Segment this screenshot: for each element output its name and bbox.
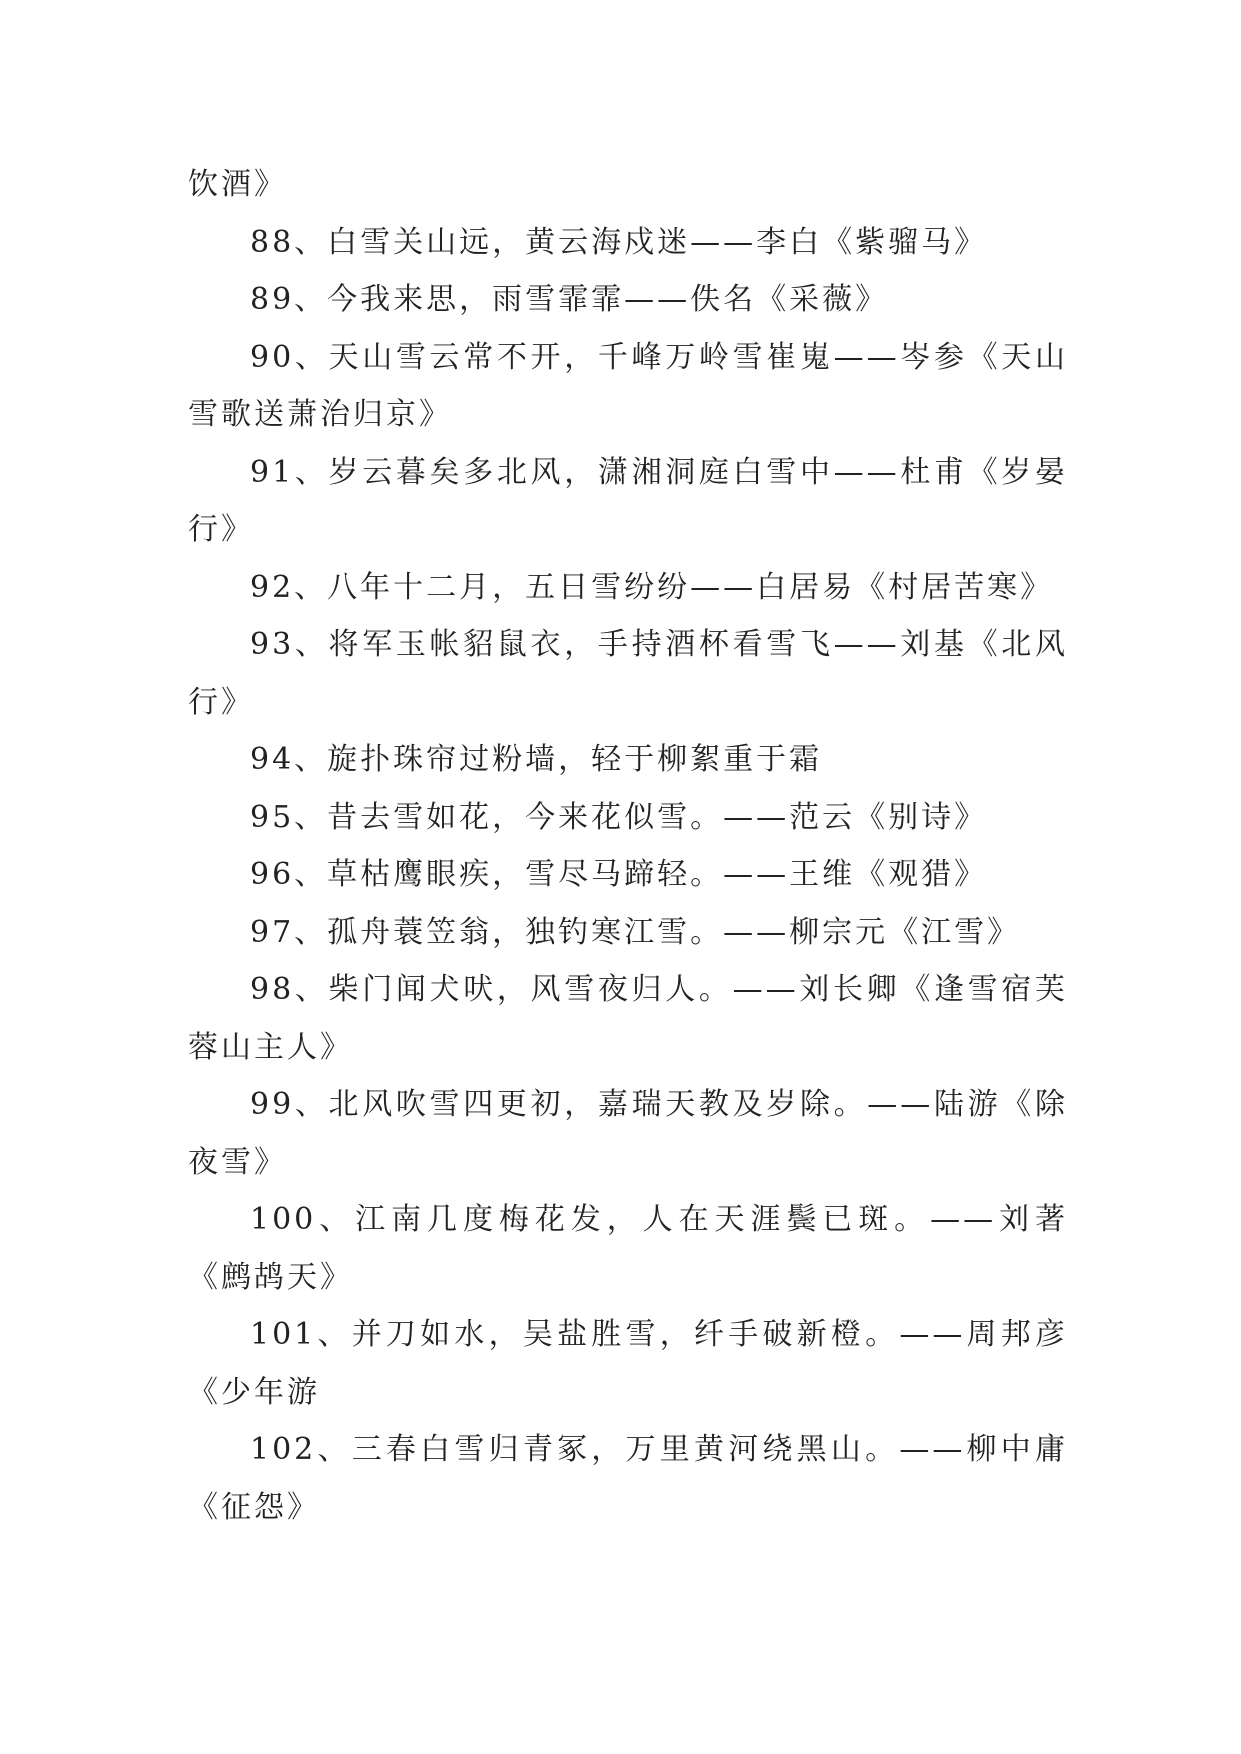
poem-line-100: 100、江南几度梅花发，人在天涯鬓已斑。——刘著《鹧鸪天》 [188,1202,1068,1295]
paragraph-87-continuation: 饮酒》 [188,167,287,202]
poem-line-95: 95、昔去雪如花，今来花似雪。——范云《别诗》 [250,799,988,835]
poem-line-92: 92、八年十二月，五日雪纷纷——白居易《村居苦寒》 [250,569,1054,605]
poem-line-98: 98、柴门闻犬吠，风雪夜归人。——刘长卿《逢雪宿芙蓉山主人》 [188,972,1068,1065]
poem-line-91: 91、岁云暮矣多北风，潇湘洞庭白雪中——杜甫《岁晏行》 [188,454,1068,547]
poem-line-97: 97、孤舟蓑笠翁，独钓寒江雪。——柳宗元《江雪》 [250,914,1021,950]
poem-list [188,156,1068,1536]
poem-line-94: 94、旋扑珠帘过粉墙，轻于柳絮重于霜 [250,742,823,777]
poem-line-96: 96、草枯鹰眼疾，雪尽马蹄轻。——王维《观猎》 [250,857,988,892]
poem-line-99: 99、北风吹雪四更初，嘉瑞天教及岁除。——陆游《除夜雪》 [188,1087,1068,1180]
poem-line-89: 89、今我来思，雨雪霏霏——佚名《采薇》 [250,282,889,317]
poem-line-93: 93、将军玉帐貂鼠衣，手持酒杯看雪飞——刘基《北风行》 [188,627,1068,720]
poem-line-102: 102、三春白雪归青冢，万里黄河绕黑山。——柳中庸《征怨》 [188,1432,1068,1525]
poem-line-101: 101、并刀如水，吴盐胜雪，纤手破新橙。——周邦彦《少年游 [188,1317,1068,1410]
poem-line-90: 90、天山雪云常不开，千峰万岭雪崔嵬——岑参《天山雪歌送萧治归京》 [188,339,1068,432]
poem-line-88: 88、白雪关山远，黄云海戍迷——李白《紫骝马》 [250,224,988,260]
